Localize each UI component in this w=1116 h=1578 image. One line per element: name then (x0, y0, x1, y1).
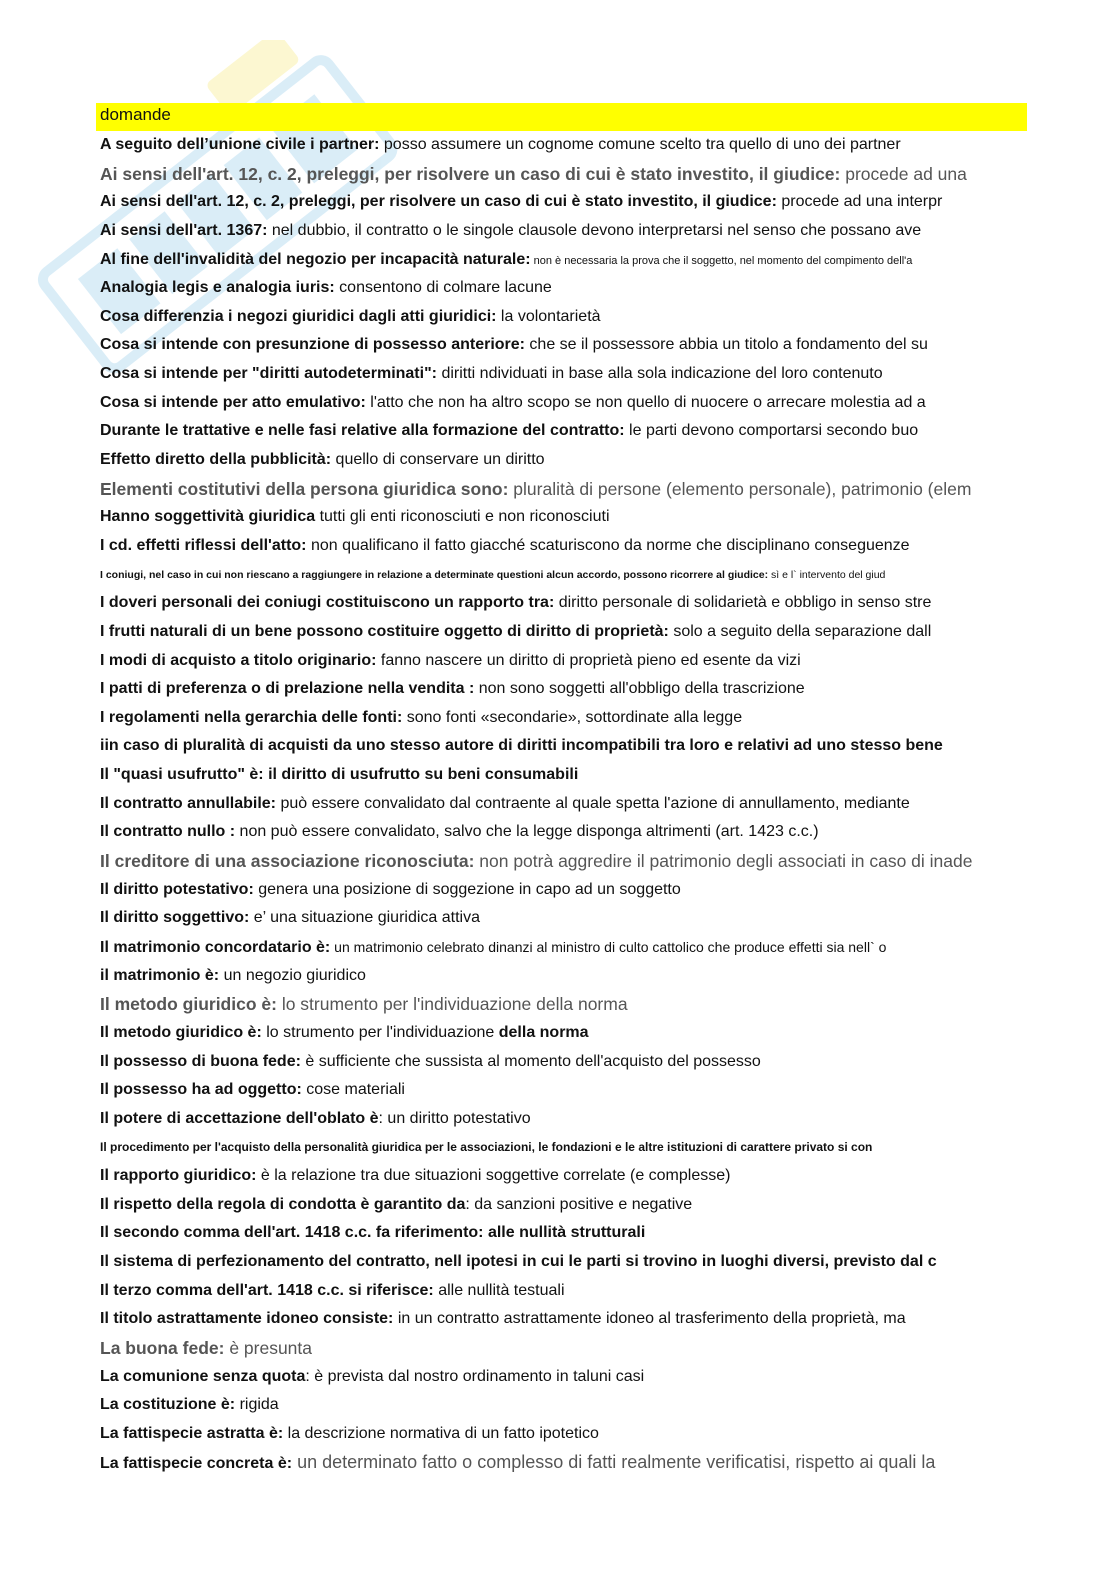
section-title: domande (100, 105, 171, 124)
list-item: Il sistema di perfezionamento del contratto, nell ipotesi in cui le parti si trovino in luoghi diversi, previsto dal c (100, 1252, 937, 1270)
list-item: iin caso di pluralità di acquisti da uno stesso autore di diritti incompatibili tra loro e relativi ad uno stesso bene (100, 737, 943, 755)
list-item: Il secondo comma dell'art. 1418 c.c. fa riferimento: alle nullità strutturali (100, 1224, 646, 1242)
list-item: il matrimonio è: un negozio giuridico (100, 966, 366, 984)
list-item: Il metodo giuridico è: lo strumento per l'individuazione della norma (100, 1023, 589, 1041)
list-item: La costituzione è: rigida (100, 1396, 279, 1414)
list-item: I patti di preferenza o di prelazione nella vendita : non sono soggetti all'obbligo della trascrizione (100, 680, 805, 698)
list-item: La fattispecie astratta è: la descrizione normativa di un fatto ipotetico (100, 1424, 599, 1442)
list-item: Ai sensi dell'art. 12, c. 2, preleggi, per risolvere un caso di cui è stato investito, il giudice: procede ad una (100, 163, 967, 184)
list-item: La buona fede: è presunta (100, 1337, 313, 1358)
list-item: Cosa si intende per "diritti autodeterminati": diritti ndividuati in base alla sola indicazione del loro contenuto (100, 365, 883, 383)
list-item: Il titolo astrattamente idoneo consiste: in un contratto astrattamente idoneo al trasferimento della proprietà, ma (100, 1310, 906, 1328)
list-item: Il potere di accettazione dell'oblato è: un diritto potestativo (100, 1109, 531, 1127)
list-item: I cd. effetti riflessi dell'atto: non qualificano il fatto giacché scaturiscono da norme che disciplinano conseguenze (100, 536, 910, 554)
list-item: A seguito dell’unione civile i partner: posso assumere un cognome comune scelto tra quello di uno dei partner (100, 136, 901, 153)
list-item: Effetto diretto della pubblicità: quello di conservare un diritto (100, 451, 545, 469)
list-item: I doveri personali dei coniugi costituiscono un rapporto tra: diritto personale di solidarietà e obbligo in senso stre (100, 594, 932, 612)
list-item: Il terzo comma dell'art. 1418 c.c. si riferisce: alle nullità testuali (100, 1281, 565, 1299)
list-item: Il diritto soggettivo: e’ una situazione giuridica attiva (100, 909, 480, 927)
section-header (96, 103, 1027, 131)
list-item: Ai sensi dell'art. 1367: nel dubbio, il contratto o le singole clausole devono interpretarsi nel senso che possano ave (100, 221, 922, 239)
list-item: Il procedimento per l'acquisto della personalità giuridica per le associazioni, le fondazioni e le altre istituzioni di carattere privato si con (100, 1140, 873, 1155)
list-item: I coniugi, nel caso in cui non riescano a raggiungere in relazione a determinate questioni alcun accordo, possono ricorrere al giudice: sì e l` intervento del giud (100, 568, 886, 581)
list-item: Il rispetto della regola di condotta è garantito da: da sanzioni positive e negative (100, 1195, 693, 1213)
list-item: I frutti naturali di un bene possono costituire oggetto di diritto di proprietà: solo a seguito della separazione dall (100, 622, 932, 640)
list-item: Il rapporto giuridico: è la relazione tra due situazioni soggettive correlate (e complesse) (100, 1167, 731, 1185)
list-item: Cosa si intende con presunzione di possesso anteriore: che se il possessore abbia un titolo a fondamento del su (100, 336, 928, 354)
list-item: La fattispecie concreta è: un determinato fatto o complesso di fatti realmente verificatisi, rispetto ai quali la (100, 1452, 936, 1473)
list-item: Il possesso di buona fede: è sufficiente che sussista al momento dell'acquisto del possesso (100, 1052, 761, 1070)
list-item: Al fine dell'invalidità del negozio per incapacità naturale: non è necessaria la prova che il soggetto, nel momento del compimento dell'a (100, 250, 913, 268)
list-item: Il metodo giuridico è: lo strumento per l'individuazione della norma (100, 994, 628, 1015)
list-item: Il contratto annullabile: può essere convalidato dal contraente al quale spetta l'azione di annullamento, mediante (100, 794, 910, 812)
list-item: Il "quasi usufrutto" è: il diritto di usufrutto su beni consumabili (100, 766, 579, 784)
list-item: Analogia legis e analogia iuris: consentono di colmare lacune (100, 279, 552, 297)
list-item: Hanno soggettività giuridica tutti gli enti riconosciuti e non riconosciuti (100, 508, 610, 526)
list-item: Cosa differenzia i negozi giuridici dagli atti giuridici: la volontarietà (100, 307, 601, 325)
list-item: I modi di acquisto a titolo originario: fanno nascere un diritto di proprietà pieno ed esente da vizi (100, 651, 801, 669)
list-item: Il diritto potestativo: genera una posizione di soggezione in capo ad un soggetto (100, 880, 681, 898)
list-item: Il matrimonio concordatario è: un matrimonio celebrato dinanzi al ministro di culto cattolico che produce effetti sia nell` o (100, 938, 887, 956)
list-item: I regolamenti nella gerarchia delle fonti: sono fonti «secondarie», sottordinate alla legge (100, 708, 743, 726)
list-item: Il contratto nullo : non può essere convalidato, salvo che la legge disponga altrimenti (art. 1423 c.c.) (100, 823, 819, 841)
list-item: Durante le trattative e nelle fasi relative alla formazione del contratto: le parti devono comportarsi secondo buo (100, 422, 919, 440)
list-item: Cosa si intende per atto emulativo: l'atto che non ha altro scopo se non quello di nuocere o arrecare molestia ad a (100, 393, 926, 411)
list-item: Ai sensi dell'art. 12, c. 2, preleggi, per risolvere un caso di cui è stato investito, il giudice: procede ad una interpr (100, 193, 943, 211)
list-item: Elementi costitutivi della persona giuridica sono: pluralità di persone (elemento personale), patrimonio (elem (100, 478, 972, 499)
list-item: Il creditore di una associazione riconosciuta: non potrà aggredire il patrimonio degli associati in caso di inade (100, 851, 973, 872)
question-list (100, 131, 1027, 1477)
list-item: La comunione senza quota: è prevista dal nostro ordinamento in taluni casi (100, 1367, 645, 1385)
list-item: Il possesso ha ad oggetto: cose materiali (100, 1081, 405, 1099)
